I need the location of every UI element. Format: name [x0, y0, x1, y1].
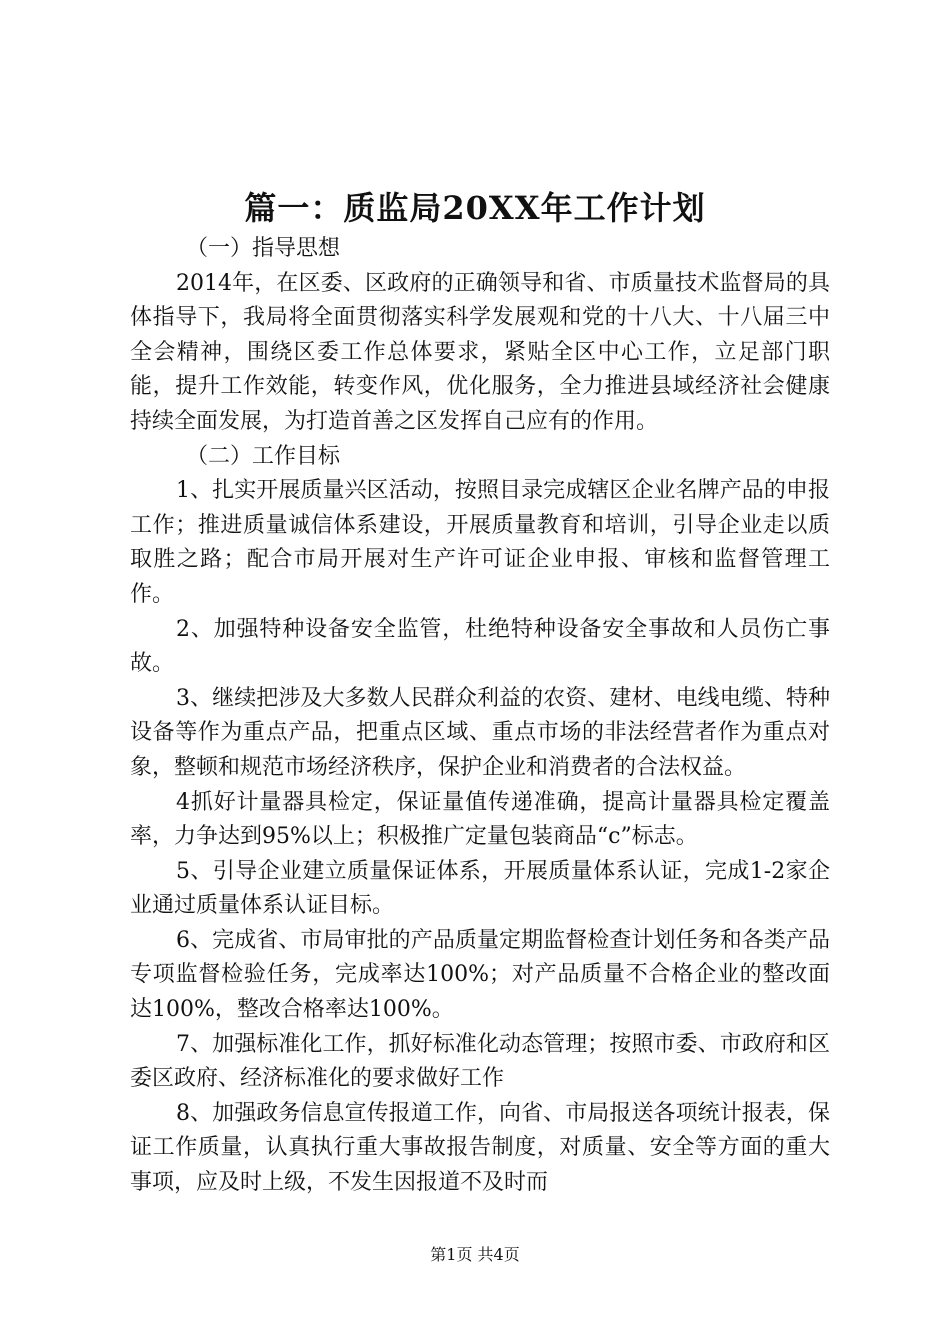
paragraph: 8、加强政务信息宣传报道工作，向省、市局报送各项统计报表，保证工作质量，认真执行重大事故报告制度，对质量、安全等方面的重大事项，应及时上级，不发生因报道不及时而	[130, 1100, 830, 1196]
document-title: 篇一：质监局20XX年工作计划	[244, 189, 706, 227]
section-heading: （二）工作目标	[186, 443, 341, 469]
paragraph: 1、扎实开展质量兴区活动，按照目录完成辖区企业名牌产品的申报工作；推进质量诚信体系建设，开展质量教育和培训，引导企业走以质取胜之路；配合市局开展对生产许可证企业申报、审核和监督管理工作。	[130, 478, 830, 607]
paragraph: 4抓好计量器具检定，保证量值传递准确，提高计量器具检定覆盖率，力争达到95%以上；积极推广定量包装商品“c”标志。	[130, 789, 830, 850]
page-number-footer: 第1页 共4页	[430, 1245, 520, 1264]
paragraph: 6、完成省、市局审批的产品质量定期监督检查计划任务和各类产品专项监督检验任务，完成率达100%；对产品质量不合格企业的整改面达100%，整改合格率达100%。	[130, 927, 830, 1023]
paragraph: 3、继续把涉及大多数人民群众利益的农资、建材、电线电缆、特种设备等作为重点产品，把重点区域、重点市场的非法经营者作为重点对象，整顿和规范市场经济秩序，保护企业和消费者的合法权益。	[130, 685, 830, 780]
document-body	[130, 232, 830, 1201]
paragraph: 2014年，在区委、区政府的正确领导和省、市质量技术监督局的具体指导下，我局将全面贯彻落实科学发展观和党的十八大、十八届三中全会精神，围绕区委工作总体要求，紧贴全区中心工作，立足部门职能，提升工作效能，转变作风，优化服务，全力推进县域经济社会健康持续全面发展，为打造首善之区发挥自己应有的作用。	[130, 270, 830, 434]
section-heading: （一）指导思想	[186, 236, 341, 261]
paragraph: 7、加强标准化工作，抓好标准化动态管理；按照市委、市政府和区委区政府、经济标准化的要求做好工作	[130, 1031, 830, 1092]
paragraph: 2、加强特种设备安全监管，杜绝特种设备安全事故和人员伤亡事故。	[130, 616, 830, 677]
paragraph: 5、引导企业建立质量保证体系，开展质量体系认证，完成1-2家企业通过质量体系认证目标。	[130, 858, 830, 919]
